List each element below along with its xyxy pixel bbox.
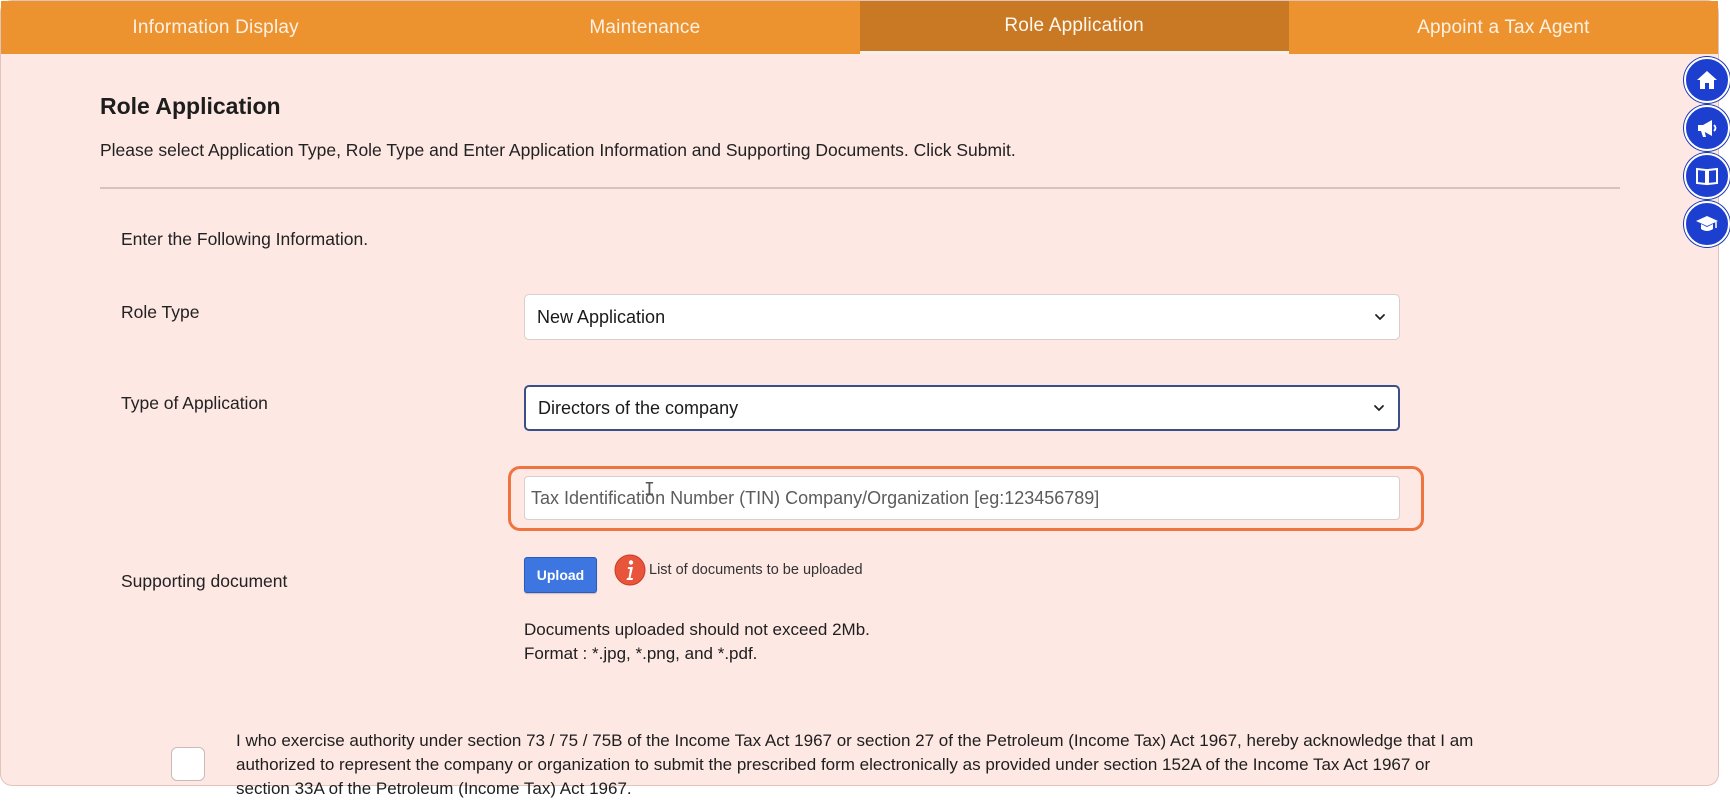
declaration-text: I who exercise authority under section 73 / 75 / 75B of the Income Tax Act 1967 or section 27 of the Petroleum (Income Tax) Act 1967, hereby acknowledge that I am authorized to represent the company or organization to submit the prescribed form electronically as provided under section 152A of the Income Tax Act 1967 or section 33A of the Petroleum (Income Tax) Act 1967. bbox=[236, 731, 1474, 798]
role-type-select[interactable] bbox=[524, 294, 1400, 340]
graduation-cap-icon bbox=[1694, 211, 1720, 237]
size-limit-note: Documents uploaded should not exceed 2Mb. bbox=[524, 620, 870, 639]
supporting-document-label: Supporting document bbox=[121, 571, 288, 591]
format-note: Format : *.jpg, *.png, and *.pdf. bbox=[524, 644, 758, 663]
tab-role-application[interactable]: Role Application bbox=[860, 1, 1289, 54]
top-navigation bbox=[1, 1, 1718, 54]
guide-button[interactable] bbox=[1684, 153, 1730, 199]
section-heading: Enter the Following Information. bbox=[121, 229, 369, 249]
role-type-value: New Application bbox=[537, 306, 666, 327]
announcements-button[interactable] bbox=[1684, 105, 1730, 151]
role-type-label: Role Type bbox=[121, 302, 200, 322]
page-title: Role Application bbox=[100, 93, 281, 119]
header-divider bbox=[100, 187, 1620, 189]
chevron-down-icon bbox=[1373, 310, 1387, 324]
chevron-down-icon bbox=[1372, 401, 1386, 415]
text-cursor-icon: I bbox=[644, 479, 655, 500]
tab-appoint-tax-agent[interactable]: Appoint a Tax Agent bbox=[1417, 16, 1590, 38]
application-type-value: Directors of the company bbox=[538, 397, 739, 418]
tab-maintenance[interactable]: Maintenance bbox=[589, 16, 701, 38]
home-icon bbox=[1694, 67, 1720, 93]
application-type-label: Type of Application bbox=[121, 393, 268, 413]
book-icon bbox=[1694, 163, 1720, 189]
page-instructions: Please select Application Type, Role Type and Enter Application Information and Supporting Documents. Click Submit. bbox=[100, 140, 1016, 160]
upload-info-text[interactable]: List of documents to be uploaded bbox=[649, 562, 863, 578]
application-type-select[interactable] bbox=[524, 385, 1400, 431]
tab-information-display[interactable]: Information Display bbox=[132, 16, 299, 38]
tutorial-button[interactable] bbox=[1684, 201, 1730, 247]
tin-input[interactable] bbox=[524, 476, 1400, 520]
upload-button[interactable]: Upload bbox=[524, 557, 597, 593]
home-button[interactable] bbox=[1684, 57, 1730, 103]
info-icon[interactable] bbox=[614, 554, 646, 586]
megaphone-icon bbox=[1694, 115, 1720, 141]
declaration-checkbox[interactable] bbox=[171, 747, 205, 781]
